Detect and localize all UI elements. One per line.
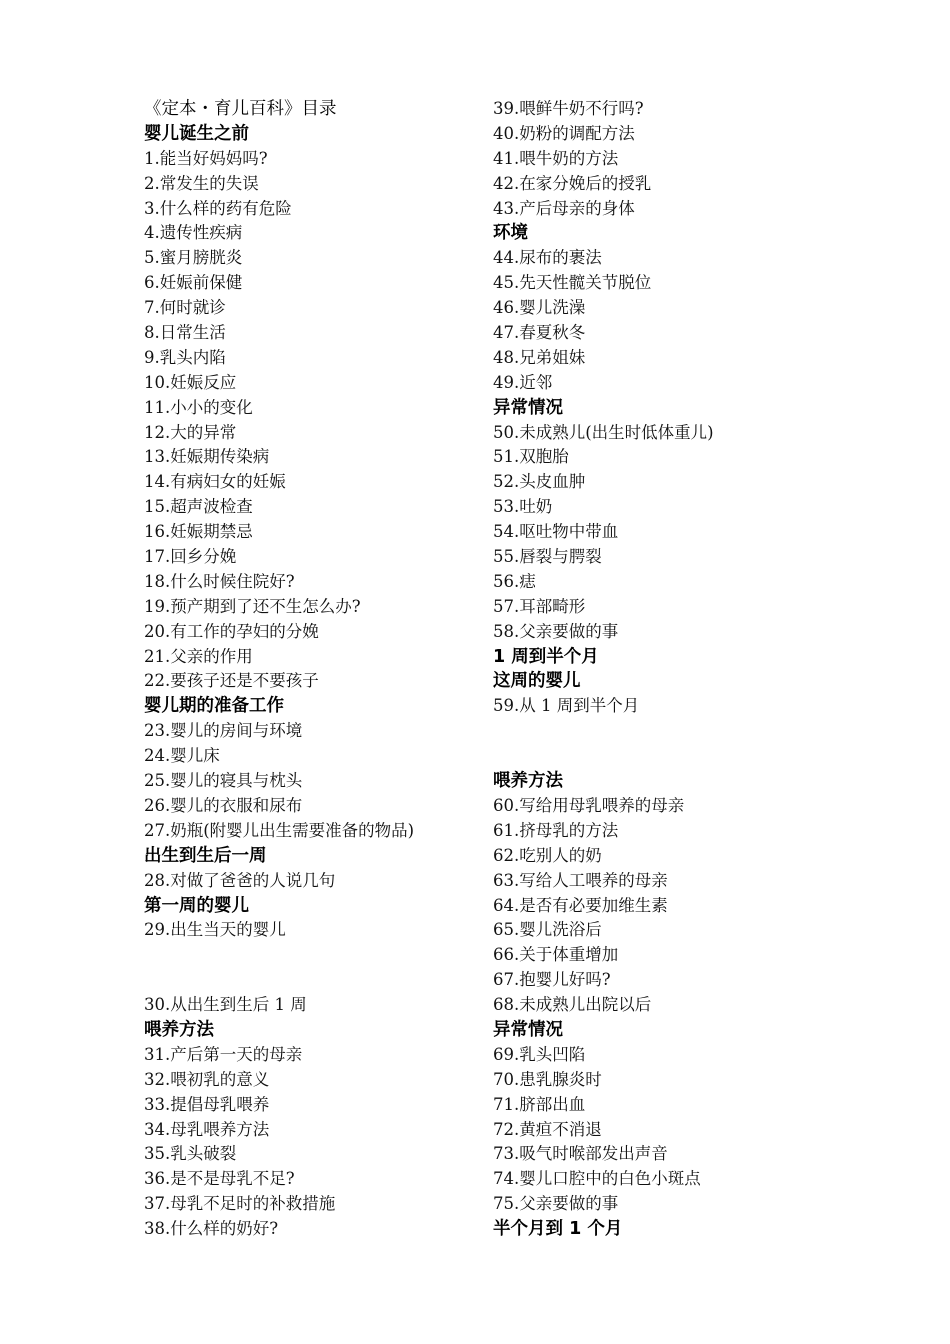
toc-entry: 52.头皮血肿 — [493, 472, 586, 492]
toc-entry: 29.出生当天的婴儿 — [144, 920, 286, 940]
toc-entry: 54.呕吐物中带血 — [493, 522, 619, 542]
toc-entry: 21.父亲的作用 — [144, 646, 253, 666]
toc-entry: 6.妊娠前保健 — [144, 273, 243, 293]
section-heading: 异常情况 — [493, 1019, 563, 1040]
section-heading: 第一周的婴儿 — [144, 895, 249, 916]
toc-entry: 53.吐奶 — [493, 497, 553, 517]
toc-entry: 67.抱婴儿好吗? — [493, 970, 611, 990]
toc-entry: 37.母乳不足时的补救措施 — [144, 1194, 336, 1214]
toc-entry: 48.兄弟姐妹 — [493, 347, 586, 367]
toc-entry: 55.唇裂与腭裂 — [493, 547, 602, 567]
section-heading: 环境 — [493, 223, 528, 244]
toc-entry: 36.是不是母乳不足? — [144, 1169, 295, 1189]
toc-entry: 27.奶瓶(附婴儿出生需要准备的物品) — [144, 820, 415, 840]
toc-entry: 16.妊娠期禁忌 — [144, 522, 253, 542]
toc-entry: 43.产后母亲的身体 — [493, 198, 635, 218]
toc-entry: 35.乳头破裂 — [144, 1144, 237, 1164]
toc-entry: 73.吸气时喉部发出声音 — [493, 1144, 668, 1164]
toc-entry: 20.有工作的孕妇的分娩 — [144, 621, 319, 641]
section-heading: 婴儿诞生之前 — [144, 123, 249, 144]
toc-entry: 32.喂初乳的意义 — [144, 1069, 270, 1089]
toc-entry: 50.未成熟儿(出生时低体重儿) — [493, 422, 714, 442]
section-heading: 喂养方法 — [144, 1019, 214, 1040]
toc-entry: 75.父亲要做的事 — [493, 1194, 619, 1214]
toc-entry: 2.常发生的失误 — [144, 173, 259, 193]
section-heading: 婴儿期的准备工作 — [144, 696, 284, 717]
toc-entry: 26.婴儿的衣服和尿布 — [144, 795, 303, 815]
toc-entry: 39.喂鲜牛奶不行吗? — [493, 99, 644, 118]
toc-entry: 33.提倡母乳喂养 — [144, 1094, 270, 1114]
toc-entry: 71.脐部出血 — [493, 1094, 586, 1114]
section-heading: 出生到生后一周 — [144, 845, 267, 866]
toc-entry: 1.能当好妈妈吗? — [144, 148, 268, 168]
toc-entry: 17.回乡分娩 — [144, 547, 237, 567]
section-heading: 1 周到半个月 — [493, 646, 599, 667]
toc-entry: 66.关于体重增加 — [493, 945, 619, 965]
toc-entry: 56.痣 — [493, 571, 536, 591]
section-heading: 半个月到 1 个月 — [493, 1219, 623, 1240]
toc-entry: 18.什么时候住院好? — [144, 571, 295, 591]
toc-entry: 22.要孩子还是不要孩子 — [144, 671, 319, 691]
blank-line — [493, 719, 853, 744]
toc-entry: 25.婴儿的寝具与枕头 — [144, 771, 303, 791]
toc-entry: 49.近邻 — [493, 372, 553, 392]
toc-entry: 51.双胞胎 — [493, 447, 569, 467]
toc-entry: 31.产后第一天的母亲 — [144, 1044, 303, 1064]
section-heading: 喂养方法 — [493, 771, 563, 792]
toc-entry: 23.婴儿的房间与环境 — [144, 721, 303, 741]
toc-entry: 8.日常生活 — [144, 323, 226, 343]
toc-entry: 65.婴儿洗浴后 — [493, 920, 602, 940]
toc-entry: 38.什么样的奶好? — [144, 1219, 279, 1239]
toc-entry: 41.喂牛奶的方法 — [493, 148, 619, 168]
toc-entry: 19.预产期到了还不生怎么办? — [144, 596, 361, 616]
section-heading: 这周的婴儿 — [493, 671, 581, 692]
toc-entry: 9.乳头内陷 — [144, 347, 226, 367]
toc-entry: 45.先天性髋关节脱位 — [493, 273, 652, 293]
toc-entry: 74.婴儿口腔中的白色小斑点 — [493, 1169, 701, 1189]
toc-entry: 63.写给人工喂养的母亲 — [493, 870, 668, 890]
toc-entry: 24.婴儿床 — [144, 746, 220, 766]
toc-entry: 5.蜜月膀胱炎 — [144, 248, 243, 268]
toc-entry: 62.吃别人的奶 — [493, 845, 602, 865]
toc-entry: 12.大的异常 — [144, 422, 237, 442]
toc-entry: 44.尿布的裹法 — [493, 248, 602, 268]
blank-line — [144, 943, 504, 968]
toc-left-column — [144, 97, 504, 1242]
toc-entry: 57.耳部畸形 — [493, 596, 586, 616]
toc-entry: 4.遗传性疾病 — [144, 223, 243, 243]
toc-entry: 72.黄疸不消退 — [493, 1119, 602, 1139]
toc-entry: 64.是否有必要加维生素 — [493, 895, 668, 915]
toc-entry: 40.奶粉的调配方法 — [493, 123, 635, 143]
toc-entry: 47.春夏秋冬 — [493, 323, 586, 343]
blank-line — [493, 744, 853, 769]
document-title: 《定本・育儿百科》目录 — [144, 99, 337, 119]
toc-entry: 3.什么样的药有危险 — [144, 198, 292, 218]
toc-entry: 42.在家分娩后的授乳 — [493, 173, 652, 193]
toc-entry: 60.写给用母乳喂养的母亲 — [493, 795, 685, 815]
section-heading: 异常情况 — [493, 397, 563, 418]
toc-entry: 59.从 1 周到半个月 — [493, 696, 640, 716]
toc-entry: 68.未成熟儿出院以后 — [493, 995, 652, 1015]
blank-line — [144, 968, 504, 993]
toc-entry: 58.父亲要做的事 — [493, 621, 619, 641]
toc-entry: 46.婴儿洗澡 — [493, 298, 586, 318]
toc-entry: 7.何时就诊 — [144, 298, 226, 318]
toc-entry: 70.患乳腺炎时 — [493, 1069, 602, 1089]
toc-entry: 10.妊娠反应 — [144, 372, 237, 392]
toc-entry: 13.妊娠期传染病 — [144, 447, 270, 467]
toc-entry: 34.母乳喂养方法 — [144, 1119, 270, 1139]
toc-entry: 30.从出生到生后 1 周 — [144, 995, 307, 1015]
toc-entry: 28.对做了爸爸的人说几句 — [144, 870, 336, 890]
toc-entry: 61.挤母乳的方法 — [493, 820, 619, 840]
toc-entry: 14.有病妇女的妊娠 — [144, 472, 286, 492]
toc-entry: 11.小小的变化 — [144, 397, 253, 417]
toc-entry: 69.乳头凹陷 — [493, 1044, 586, 1064]
toc-entry: 15.超声波检查 — [144, 497, 253, 517]
toc-right-column — [493, 97, 853, 1242]
